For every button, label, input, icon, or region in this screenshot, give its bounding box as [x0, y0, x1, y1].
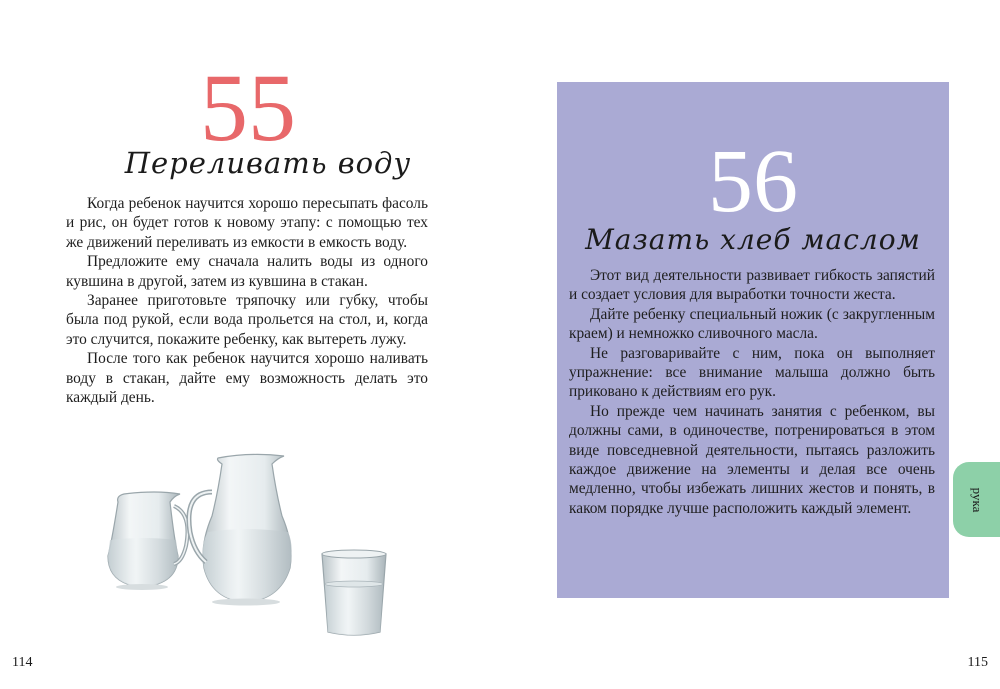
exercise-number: 55 [200, 54, 296, 161]
paragraph: Не разговаривайте с ним, пока он выполняет упражнение: все внимание малыша должно быть приковано к действиям его рук. [569, 344, 935, 401]
exercise-box [557, 82, 949, 598]
paragraph: Но прежде чем начинать занятия с ребенком, вы должны сами, в одиночестве, потренироваться в этом виде повседневной деятельности, пытаясь разложить каждое движение на элементы и делая все очень медленно, чтобы избежать лишних жестов и понять, в каком порядке лучше расположить каждый элемент. [569, 402, 935, 517]
paragraph: Когда ребенок научится хорошо пересыпать фасоль и рис, он будет готов к новому этапу: с помощью тех же движений переливать из емкости в емкость воду. [66, 195, 428, 251]
section-tab-label: рука [969, 487, 985, 512]
page-number: 114 [12, 655, 33, 670]
paragraph: Заранее приготовьте тряпочку или губку, чтобы была под рукой, если вода прольется на стол, и, когда это случится, покажите ребенку, как вытереть лужу. [66, 292, 428, 348]
paragraph: Предложите ему сначала налить воды из одного кувшина в другой, затем из кувшина в стакан. [66, 253, 428, 290]
right-page [500, 0, 1000, 689]
exercise-text [66, 194, 428, 407]
exercise-number: 56 [708, 132, 798, 231]
exercise-text [569, 266, 935, 518]
page-number: 115 [967, 655, 988, 670]
glass-pitchers-illustration [100, 452, 400, 647]
paragraph: После того как ребенок научится хорошо наливать воду в стакан, дайте ему возможность делать это каждый день. [66, 350, 428, 407]
paragraph: Дайте ребенку специальный ножик (с закругленным краем) и немножко сливочного масла. [569, 305, 935, 343]
exercise-title: Мазать хлеб маслом [585, 223, 921, 256]
section-tab [953, 462, 1000, 537]
large-pitcher [189, 454, 292, 605]
exercise-title: Переливать воду [124, 146, 412, 180]
paragraph: Этот вид деятельности развивает гибкость запястий и создает условия для выработки точности жеста. [569, 267, 935, 304]
water-glass [322, 550, 386, 635]
small-pitcher [108, 492, 188, 590]
